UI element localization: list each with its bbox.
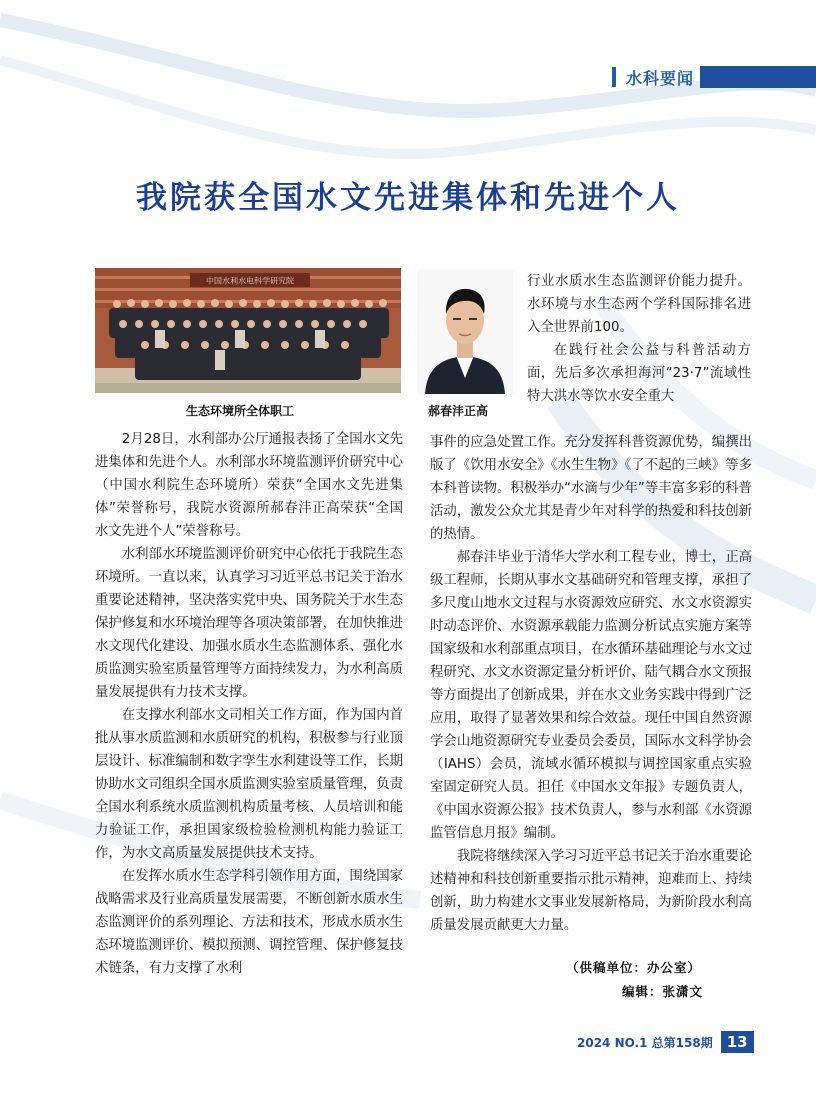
paragraph: 在支撑水利部水文司相关工作方面，作为国内首批从事水质监测和水质研究的机构，积极参与行业顶层设计、标准编制和数字孪生水利建设等工作，长期协助水文司组织全国水质监测实验室质量管理，负责全国水利系统水质监测机构质量考核、人员培训和能力验证工作，承担国家级检验检测机构能力验证工作，为水文高质量发展提供技术支持。 [95,708,403,861]
paragraph: 在践行社会公益与科普活动方面，先后多次承担海河“23·7”流域性特大洪水等饮水安全重大 [527,343,751,404]
paragraph: 水利部水环境监测评价研究中心依托于我院生态环境所。一直以来，认真学习习近平总书记关于治水重要论述精神，坚决落实党中央、国务院关于水生态保护修复和水环境治理等各项决策部署，在加快推进水文现代化建设、加强水质水生态监测体系、强化水质监测实验室质量管理等方面持续发力，为水利高质量发展提供有力技术支撑。 [95,547,403,700]
page-footer [577,1032,754,1052]
portrait-caption: 郝春沣正高 [428,404,489,418]
right-column [430,431,752,937]
article-title: 我院获全国水文先进集体和先进个人 [136,180,680,216]
paragraph: 郝春沣毕业于清华大学水利工程专业，博士，正高级工程师，长期从事水文基础研究和管理支撑，承担了多尺度山地水文过程与水资源效应研究、水文水资源实时动态评价、水资源承载能力监测分析试点实施方案等国家级和水利部重点项目，在水循环基础理论与水文过程研究、水文水资源定量分析评价、陆气耦合水文预报等方面提出了创新成果，并在水文业务实践中得到广泛应用，取得了显著效果和综合效益。现任中国自然资源学会山地资源研究专业委员会委员，国际水文科学协会（IAHS）会员，流域水循环模拟与调控国家重点实验室固定研究人员。担任《中国水文年报》专题负责人，《中国水资源公报》技术负责人，参与水利部《水资源监管信息月报》编制。 [430,550,752,841]
paragraph: 事件的应急处置工作。充分发挥科普资源优势，编撰出版了《饮用水安全》《水生生物》《了不起的三峡》等多本科普读物。积极举办“水滴与少年”等丰富多彩的科普活动，激发公众尤其是青少年对科学的热爱和科技创新的热情。 [430,435,752,542]
paragraph: 在发挥水质水生态学科引领作用方面，围绕国家战略需求及行业高质量发展需要，不断创新水质水生态监测评价的系列理论、方法和技术，形成水质水生态环境监测评价、模拟预测、调控管理、保护修复技术链条，有力支撑了水利 [95,869,403,976]
left-column [95,428,403,980]
source-credit: （供稿单位：办公室） [566,960,702,975]
group-photo-caption: 生态环境所全体职工 [186,404,295,418]
portrait-photo [417,270,513,394]
section-bar [612,67,616,87]
section-color-block [700,66,816,88]
paragraph: 2月28日，水利部办公厅通报表扬了全国水文先进集体和先进个人。水利部水环境监测评价研究中心（中国水利院生态环境所）荣获“全国水文先进集体”荣誉称号，我院水资源所郝春沣正高荣获“全国水文先进个人”荣誉称号。 [95,432,403,539]
paragraph: 行业水质水生态监测评价能力提升。水环境与水生态两个学科国际排名进入全世界前100。 [527,274,751,335]
photo-building-sign: 中国水利水电科学研究院 [206,276,294,286]
issue-number: 2024 NO.1 总第158期 [577,1035,713,1050]
section-tag [612,66,694,88]
section-label: 水科要闻 [626,68,695,88]
editor-credit: 编辑：张潇文 [622,984,704,999]
right-top-column [527,270,751,408]
paragraph: 我院将继续深入学习习近平总书记关于治水重要论述精神和科技创新重要指示批示精神，迎难而上、持续创新，助力构建水文事业发展新格局，为新阶段水利高质量发展贡献更大力量。 [430,849,752,933]
group-photo [95,268,401,393]
page-number: 13 [721,1031,754,1053]
